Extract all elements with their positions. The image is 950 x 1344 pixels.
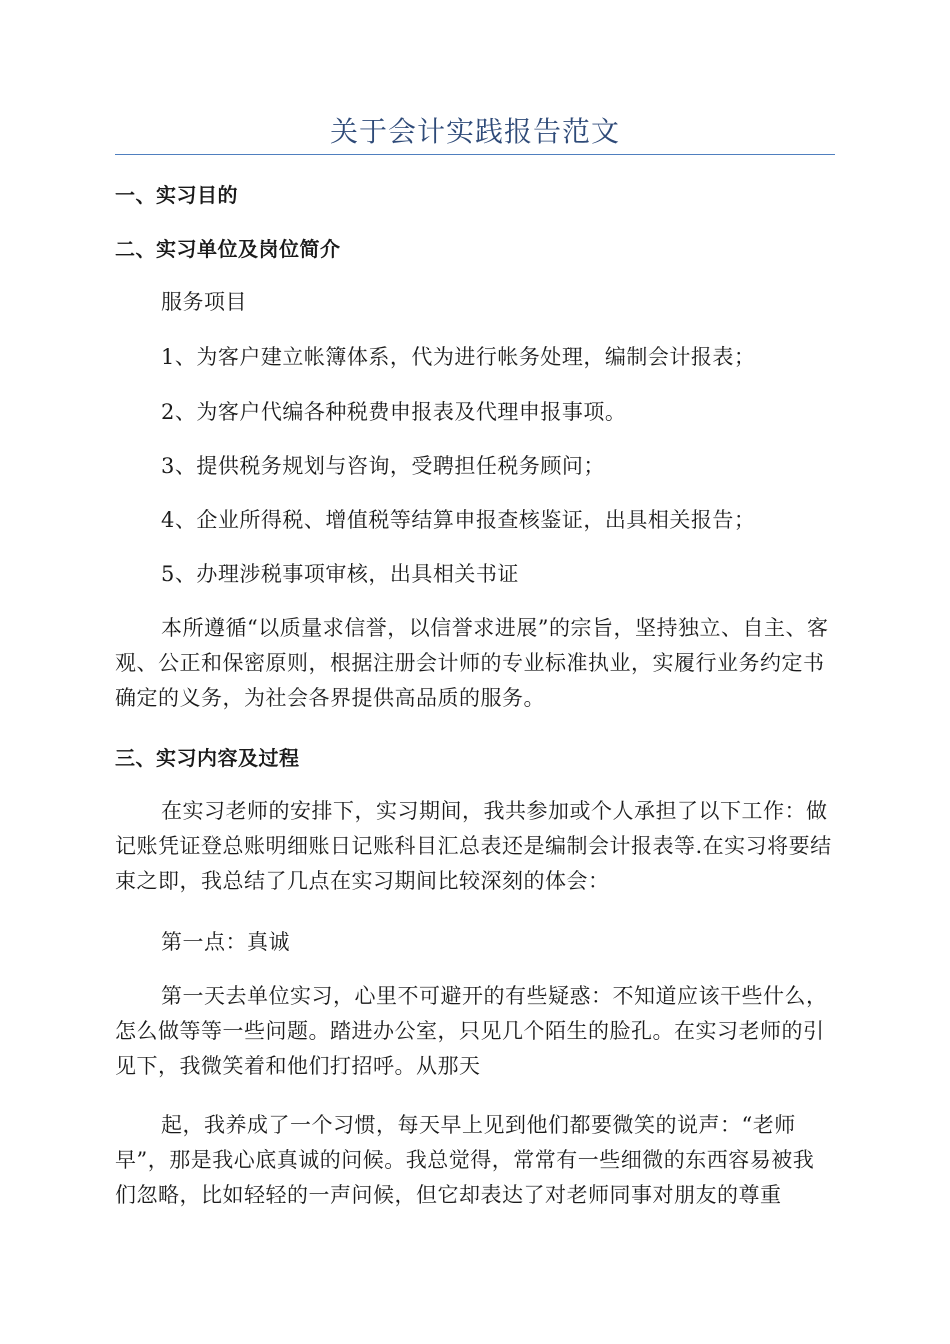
point-label: 第一点：真诚 bbox=[161, 930, 290, 954]
service-item: 1、为客户建立帐簿体系，代为进行帐务处理，编制会计报表； bbox=[161, 345, 756, 369]
section-heading-company-intro: 二、实习单位及岗位简介 bbox=[115, 237, 341, 261]
services-label: 服务项目 bbox=[161, 290, 247, 314]
mission-paragraph: 本所遵循“以质量求信誉，以信誉求进展”的宗旨，坚持独立、自主、客观、公正和保密原则，根据注册会计师的专业标准执业，实履行业务约定书确定的义务，为社会各界提供高品质的服务。 bbox=[115, 616, 829, 710]
habit-paragraph: 起，我养成了一个习惯，每天早上见到他们都要微笑的说声：“老师早”，那是我心底真诚的问候。我总觉得，常常有一些细微的东西容易被我们忽略，比如轻轻的一声问候，但它却表达了对老师同事对朋友的尊重 bbox=[115, 1113, 815, 1207]
first-day-paragraph: 第一天去单位实习，心里不可避开的有些疑惑：不知道应该干些什么，怎么做等等一些问题。踏进办公室，只见几个陌生的脸孔。在实习老师的引见下，我微笑着和他们打招呼。从那天 bbox=[115, 984, 828, 1078]
title-underline bbox=[115, 154, 835, 155]
service-item: 2、为客户代编各种税费申报表及代理申报事项。 bbox=[161, 400, 627, 424]
service-item: 3、提供税务规划与咨询，受聘担任税务顾问； bbox=[161, 454, 605, 478]
service-item: 5、办理涉税事项审核，出具相关书证 bbox=[161, 562, 519, 586]
work-paragraph: 在实习老师的安排下，实习期间，我共参加或个人承担了以下工作：做记账凭证登总账明细账日记账科目汇总表还是编制会计报表等.在实习将要结束之即，我总结了几点在实习期间比较深刻的体会： bbox=[115, 799, 832, 893]
section-heading-content-process: 三、实习内容及过程 bbox=[115, 746, 300, 770]
service-item: 4、企业所得税、增值税等结算申报查核鉴证，出具相关报告； bbox=[161, 508, 756, 532]
section-heading-purpose: 一、实习目的 bbox=[115, 183, 238, 207]
document-title: 关于会计实践报告范文 bbox=[329, 115, 620, 148]
